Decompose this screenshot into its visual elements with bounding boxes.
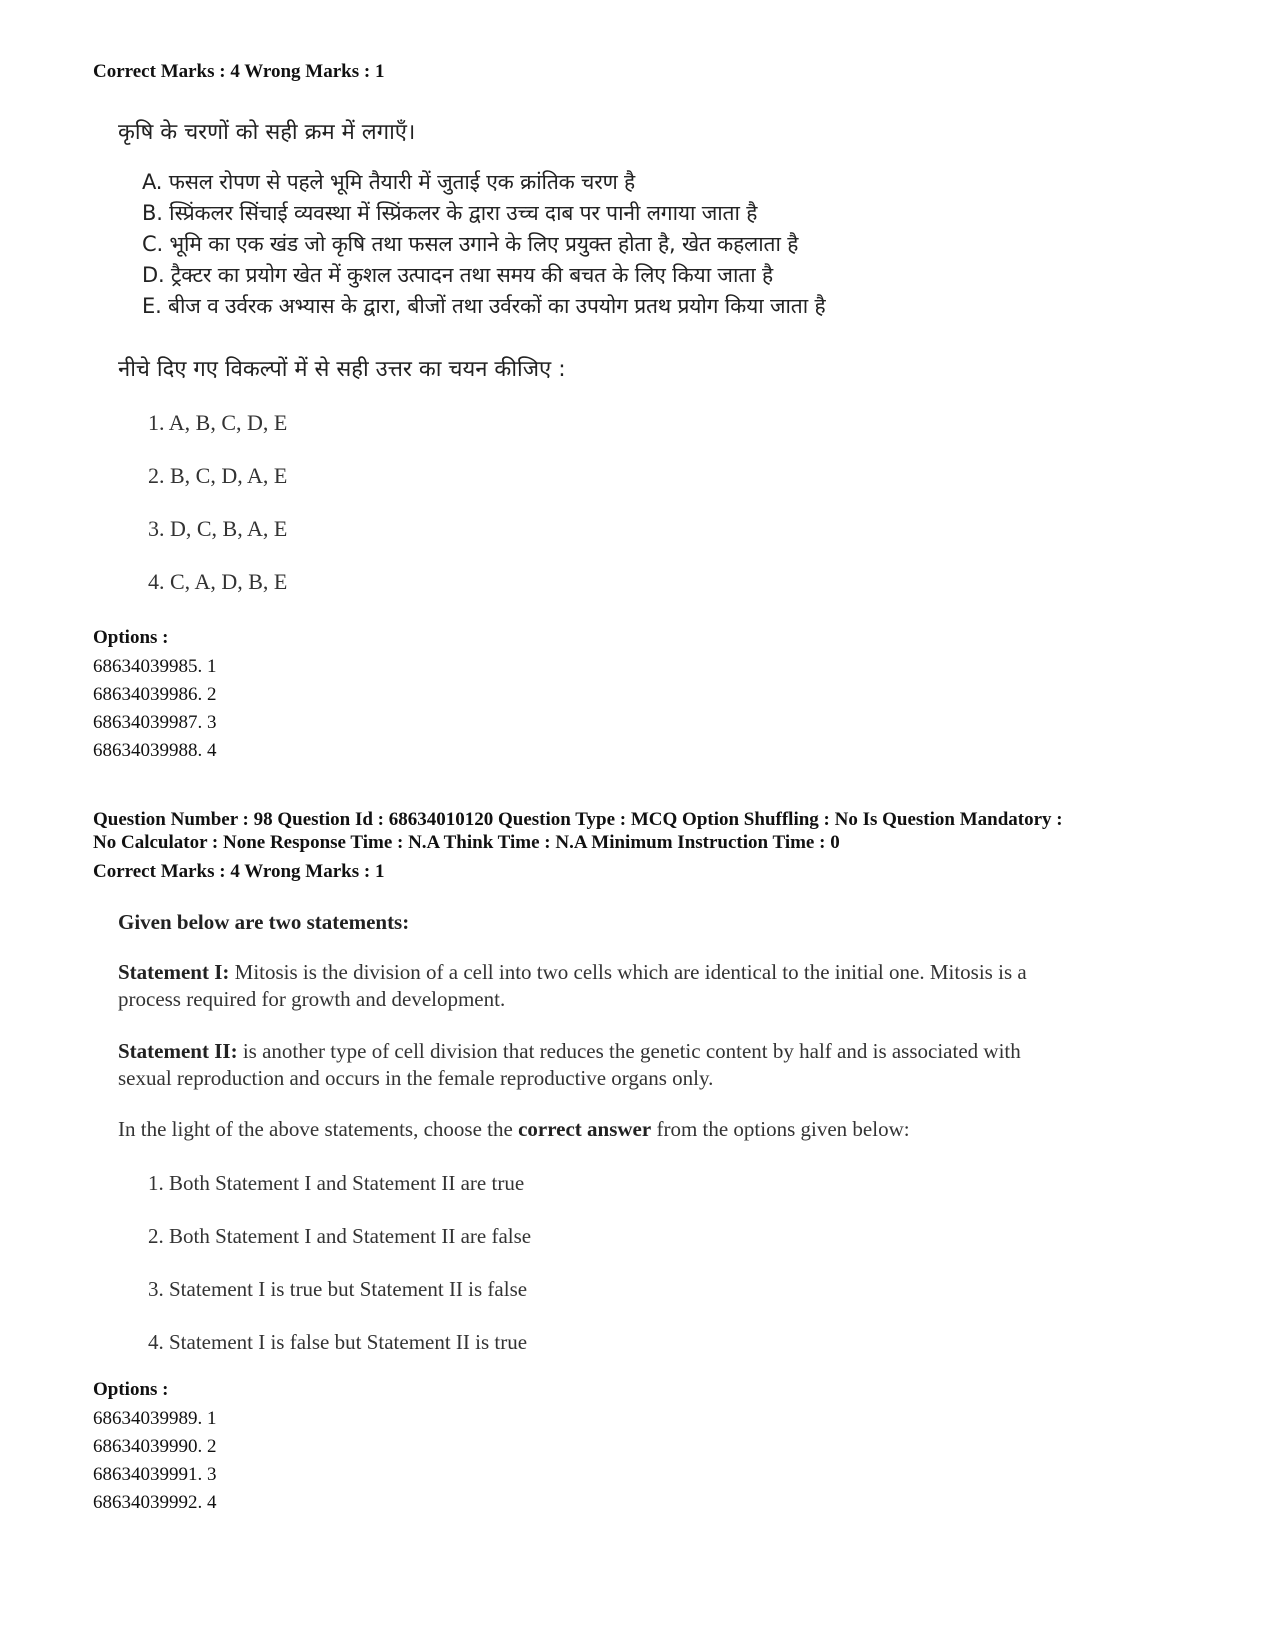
q98-choice-4: 4. Statement I is false but Statement II is true [148,1330,528,1354]
q98-intro [118,910,409,935]
q97-instruction: नीचे दिए गए विकल्पों में से सही उत्तर का चयन कीजिए : [118,357,566,382]
q98-instruction-bold: correct answer [518,1117,652,1141]
q98-marks: Correct Marks : 4 Wrong Marks : 1 [93,861,385,882]
q97-statement-b: B. स्प्रिंकलर सिंचाई व्यवस्था में स्प्रिंकलर के द्वारा उच्च दाब पर पानी लगाया जाता है [142,201,758,225]
q98-statement1-line1 [118,960,1027,985]
q98-statement2-line2: sexual reproduction and occurs in the female reproductive organs only. [118,1066,714,1090]
q97-statement-c: C. भूमि का एक खंड जो कृषि तथा फसल उगाने के लिए प्रयुक्त होता है, खेत कहलाता है [142,232,799,256]
q98-choice-3: 3. Statement I is true but Statement II is false [148,1277,528,1301]
q98-statement1-line2: process required for growth and development. [118,987,506,1011]
q98-header-line1: Question Number : 98 Question Id : 68634010120 Question Type : MCQ Option Shuffling : No Is Question Mandatory : [93,809,1063,830]
q98-instruction [118,1117,910,1142]
q97-choice-2: 2. B, C, D, A, E [148,463,288,488]
q97-statement-d: D. ट्रैक्टर का प्रयोग खेत में कुशल उत्पादन तथा समय की बचत के लिए किया जाता है [142,263,773,287]
q98-statement2-text: is another type of cell division that reduces the genetic content by half and is associated with [237,1039,1021,1063]
q97-option-id-4: 68634039988. 4 [93,740,217,761]
q97-statement-e: E. बीज व उर्वरक अभ्यास के द्वारा, बीजों तथा उर्वरकों का उपयोग प्रतथ प्रयोग किया जाता है [142,294,826,318]
q98-choice-2: 2. Both Statement I and Statement II are false [148,1224,532,1248]
q98-options-label: Options : [93,1379,169,1400]
q98-statement1-text: Mitosis is the division of a cell into two cells which are identical to the initial one. Mitosis is a [229,960,1027,984]
q97-marks: Correct Marks : 4 Wrong Marks : 1 [93,61,385,82]
q97-option-id-1: 68634039985. 1 [93,656,217,677]
q98-statement2-label: Statement II: [118,1039,238,1063]
q98-intro-text: Given below are two statements: [118,910,410,934]
q98-instruction-pre: In the light of the above statements, choose the [118,1117,519,1141]
q97-option-id-3: 68634039987. 3 [93,712,217,733]
q98-instruction-post: from the options given below: [651,1117,910,1141]
q98-option-id-2: 68634039990. 2 [93,1436,217,1457]
q97-choice-4: 4. C, A, D, B, E [148,569,288,594]
q97-choice-1: 1. A, B, C, D, E [148,410,288,435]
q97-options-label: Options : [93,627,169,648]
q97-statement-a: A. फसल रोपण से पहले भूमि तैयारी में जुताई एक क्रांतिक चरण है [142,170,635,194]
q98-option-id-1: 68634039989. 1 [93,1408,217,1429]
q98-option-id-3: 68634039991. 3 [93,1464,217,1485]
q98-choice-1: 1. Both Statement I and Statement II are true [148,1171,525,1195]
q98-header-line2: No Calculator : None Response Time : N.A Think Time : N.A Minimum Instruction Time : 0 [93,832,840,853]
q98-statement2-line1 [118,1039,1021,1064]
q97-prompt: कृषि के चरणों को सही क्रम में लगाएँ। [118,120,416,145]
q97-choice-3: 3. D, C, B, A, E [148,516,288,541]
q97-option-id-2: 68634039986. 2 [93,684,217,705]
q98-option-id-4: 68634039992. 4 [93,1492,217,1513]
q98-statement1-label: Statement I: [118,960,230,984]
